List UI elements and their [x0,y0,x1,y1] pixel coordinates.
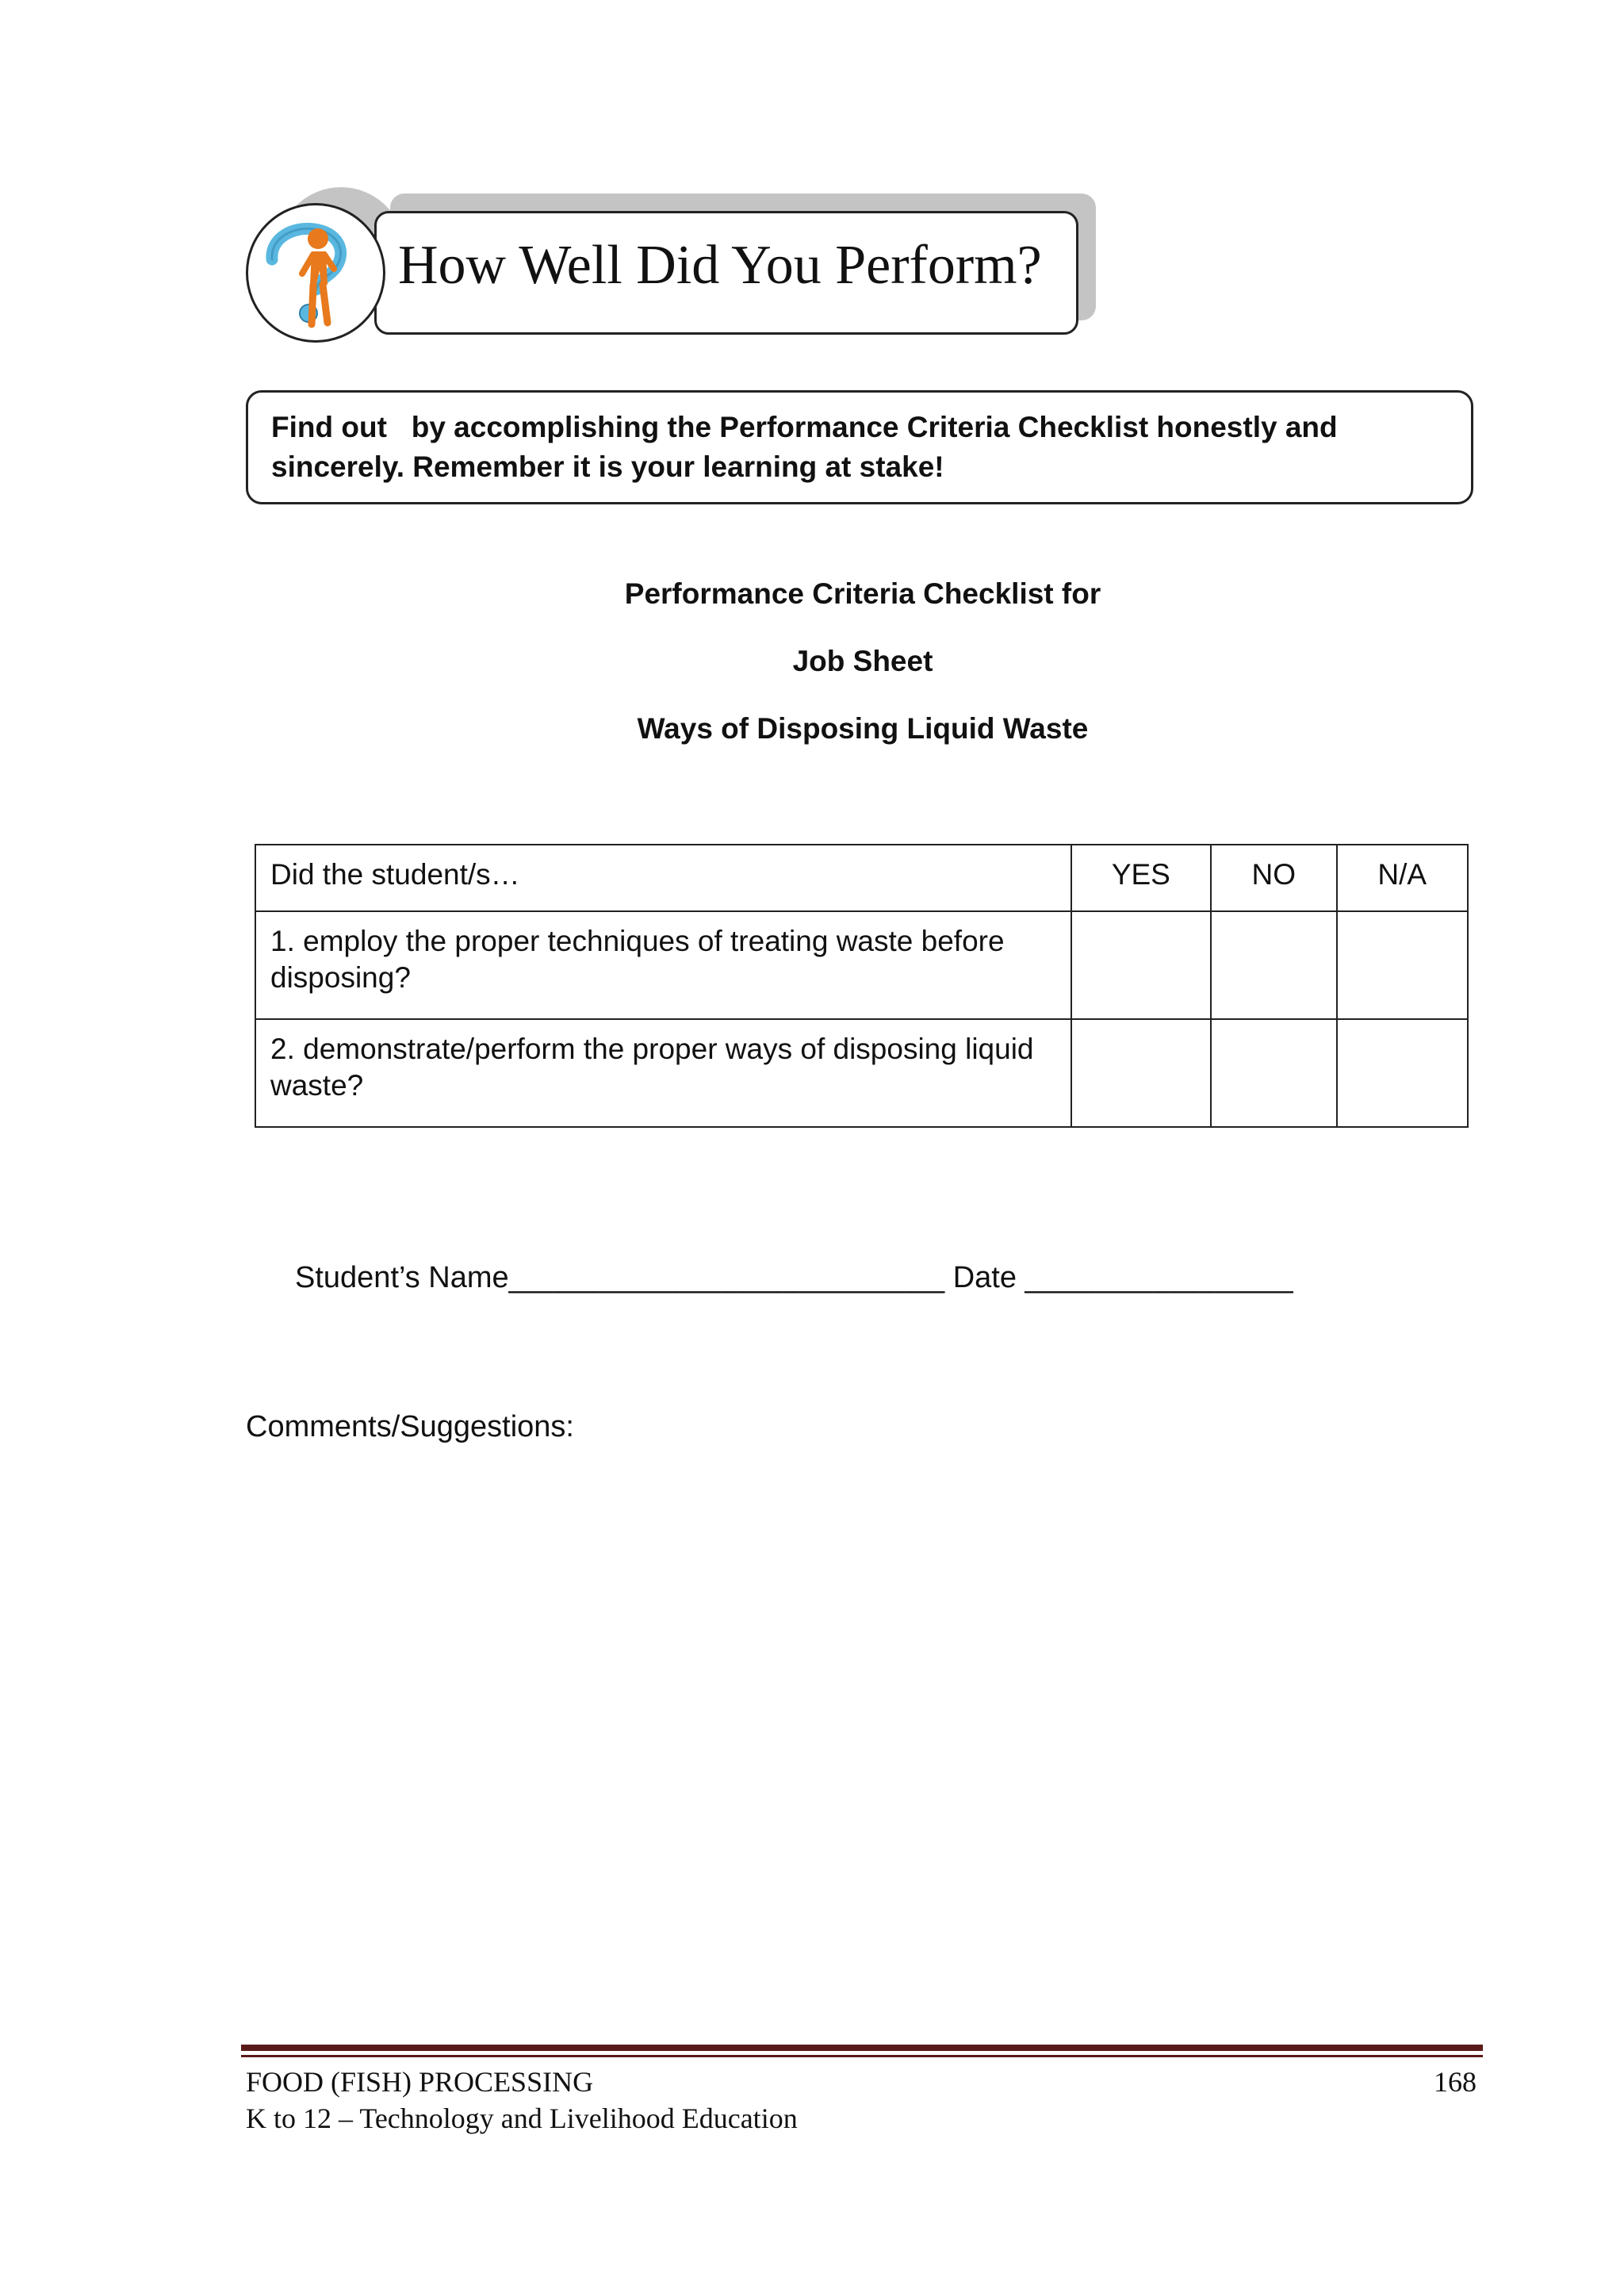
question-mark-figure-icon [248,205,383,340]
table-row [255,1019,1468,1127]
table-header-row [255,845,1468,911]
page-title: How Well Did You Perform? [398,235,1042,296]
criterion-text: 1. employ the proper techniques of treating waste before disposing? [255,911,1071,1019]
instruction-line-2: sincerely. Remember it is your learning at stake! [271,450,944,483]
table-row [255,911,1468,1019]
icon-badge [246,203,385,343]
criterion-text: 2. demonstrate/perform the proper ways of disposing liquid waste? [255,1019,1071,1127]
comments-label: Comments/Suggestions: [246,1410,574,1443]
job-sheet-heading: Job Sheet [792,645,933,677]
column-header-na: N/A [1337,845,1468,911]
instruction-text [271,408,1453,487]
student-name-date-line[interactable]: Student’s Name__________________________ Date ________________ [295,1261,1293,1294]
footer-rule-thick [241,2045,1483,2051]
footer-rule-thin [241,2055,1483,2057]
na-checkbox-cell[interactable] [1337,1019,1468,1127]
yes-checkbox-cell[interactable] [1071,911,1211,1019]
instruction-line-1: Find out by accomplishing the Performance Criteria Checklist honestly and [271,411,1338,443]
page-number: 168 [1434,2066,1477,2098]
no-checkbox-cell[interactable] [1211,911,1336,1019]
na-checkbox-cell[interactable] [1337,911,1468,1019]
footer-text [246,2064,798,2137]
footer-course: K to 12 – Technology and Livelihood Education [246,2102,798,2134]
checklist-heading: Performance Criteria Checklist for [624,577,1101,610]
checklist-table [255,844,1469,1128]
yes-checkbox-cell[interactable] [1071,1019,1211,1127]
column-header-question: Did the student/s… [255,845,1071,911]
topic-heading: Ways of Disposing Liquid Waste [637,712,1089,745]
no-checkbox-cell[interactable] [1211,1019,1336,1127]
column-header-yes: YES [1071,845,1211,911]
footer-subject: FOOD (FISH) PROCESSING [246,2066,594,2098]
column-header-no: NO [1211,845,1336,911]
